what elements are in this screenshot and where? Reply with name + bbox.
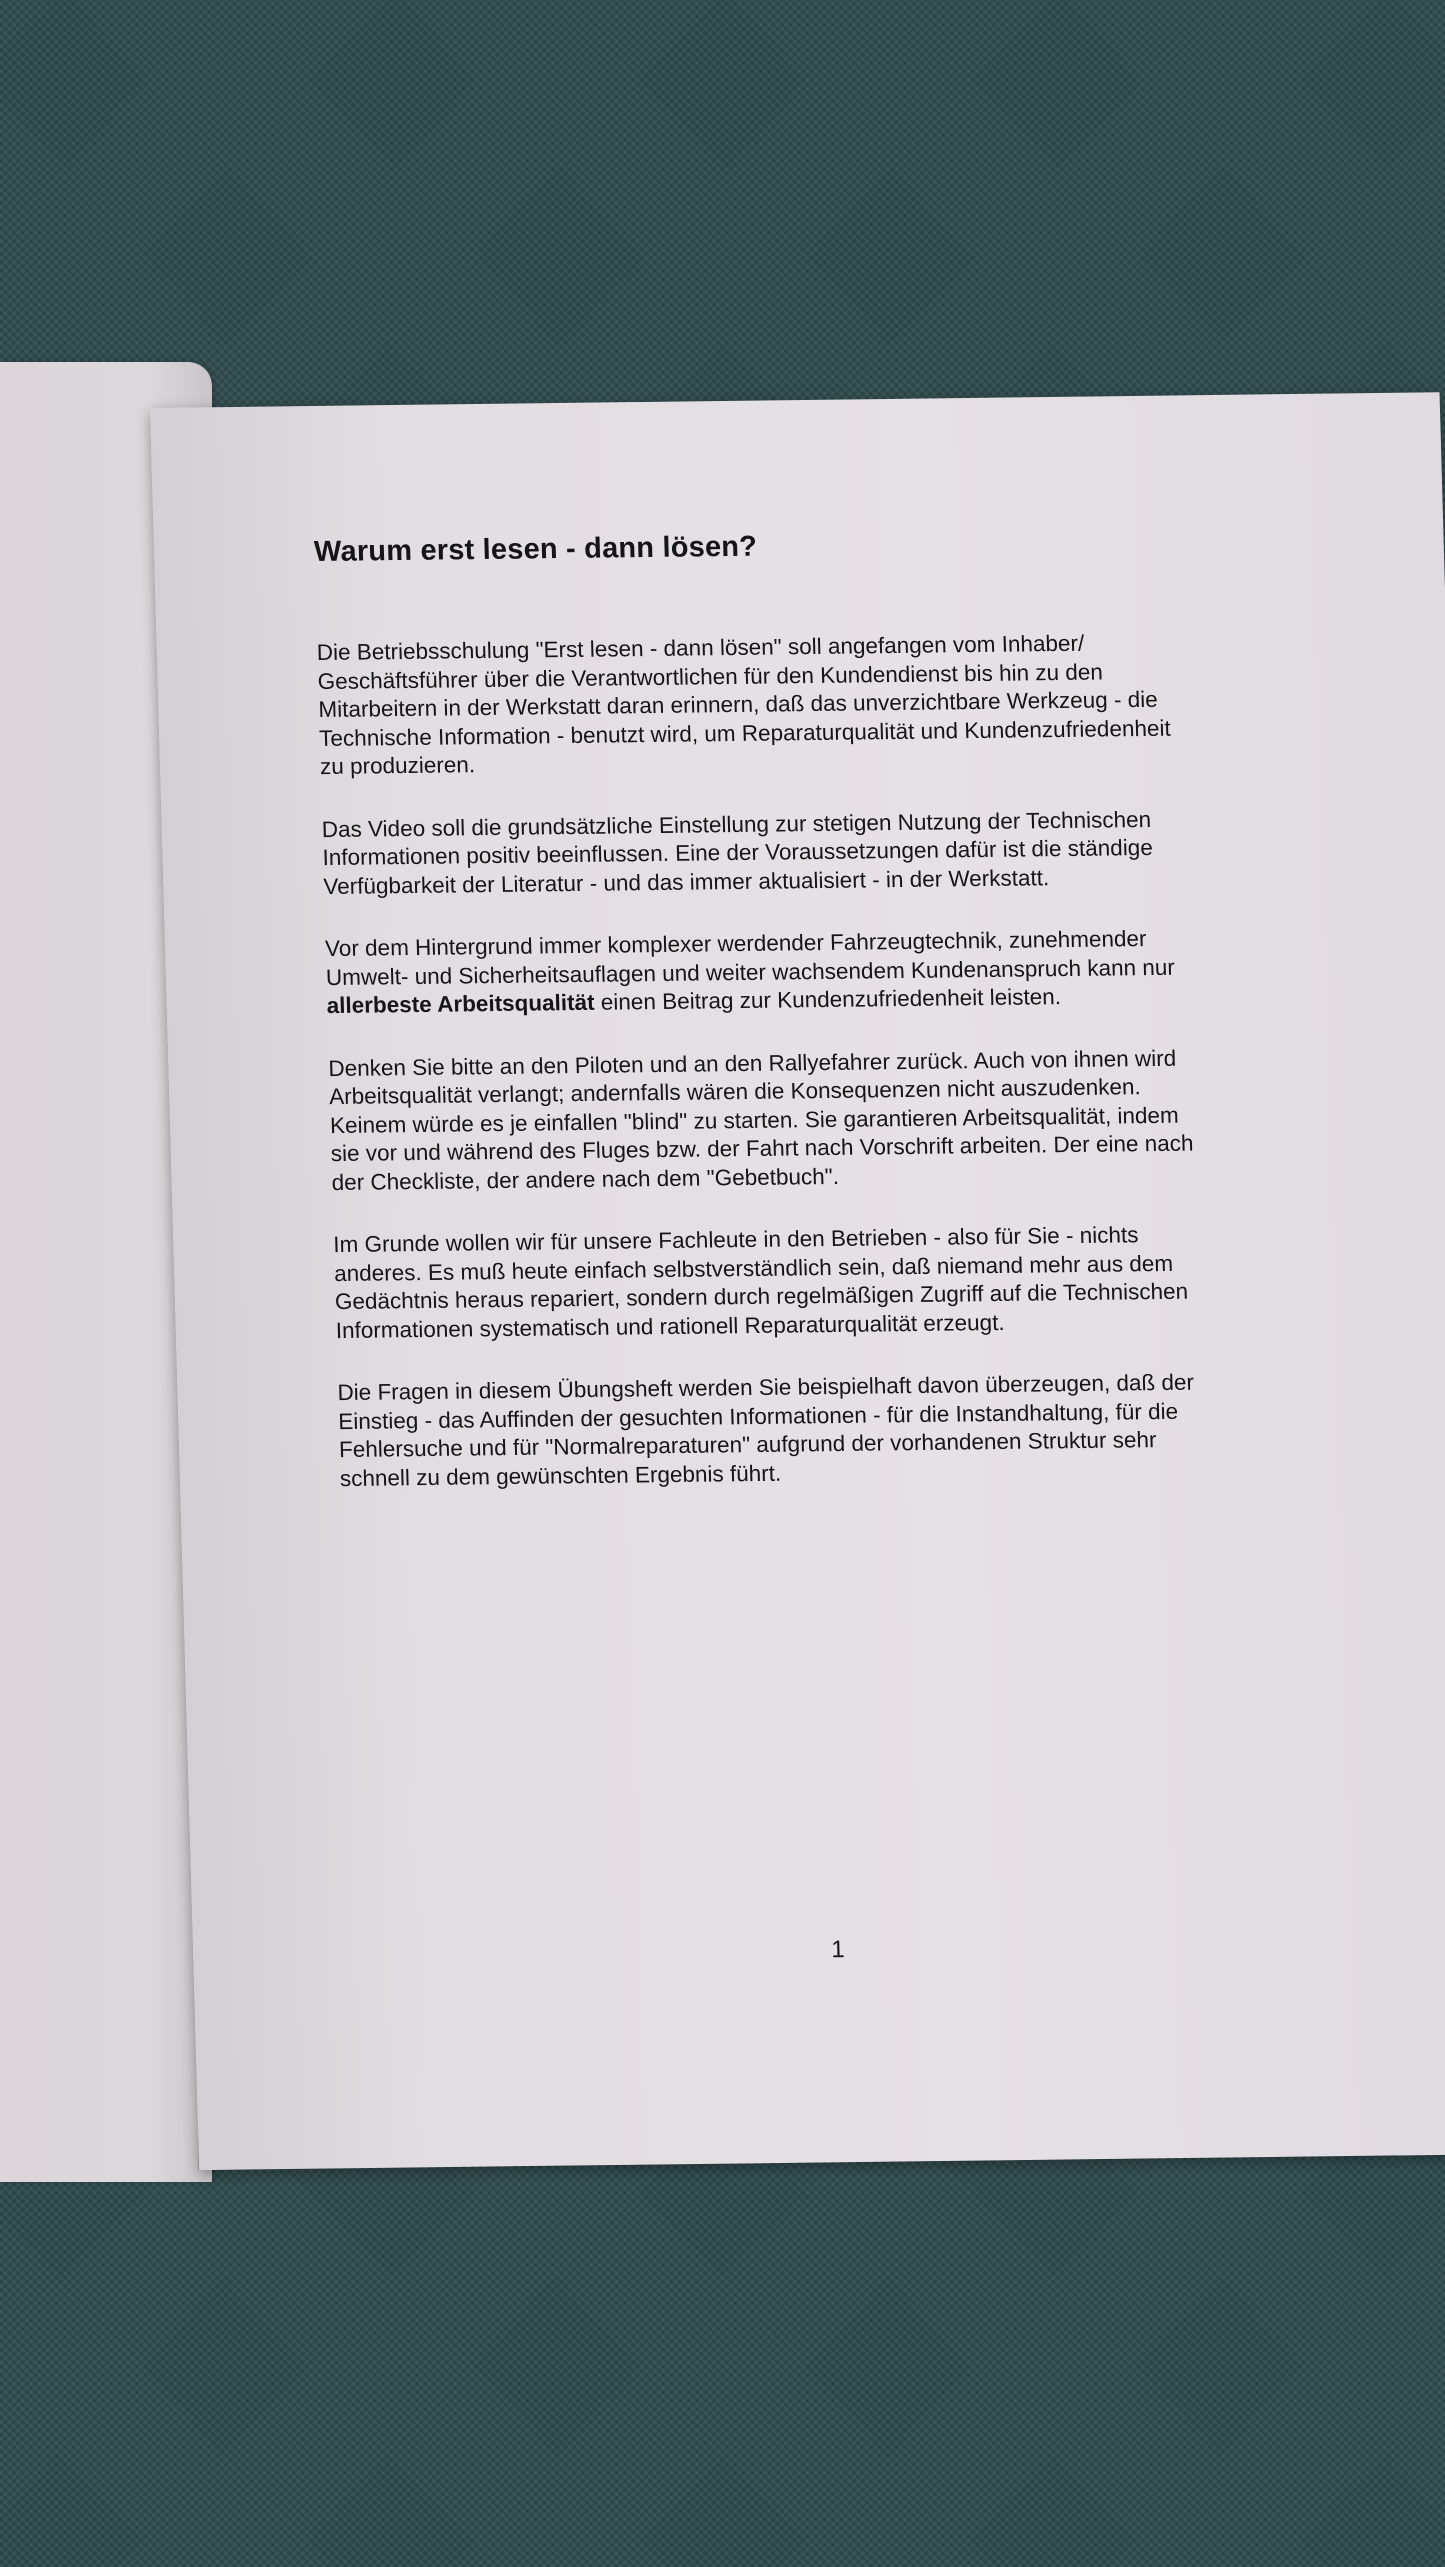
paragraph-4: Denken Sie bitte an den Piloten und an den Rallyefahrer zurück. Auch von ihnen wird Arbeitsqualität verlangt; andernfalls wären die Konsequenzen nicht auszudenken. Keinem würde es je einfallen "blind" zu starten. Sie garantieren Arbeitsqualität, indem sie vor und während des Fluges bzw. der Fahrt nach Vorschrift arbeiten. Der eine nach der Checkliste, der andere nach dem "Gebetbuch". (328, 1045, 1194, 1195)
paragraph-6: Die Fragen in diesem Übungsheft werden Sie beispielhaft davon überzeugen, daß der Einstieg - das Auffinden der gesuchten Informationen - für die Instandhaltung, für die Fehlersuche und für "Normalreparaturen" aufgrund der vorhandenen Struktur sehr schnell zu dem gewünschten Ergebnis führt. (337, 1369, 1195, 1491)
page-title: Warum erst lesen - dann lösen? (313, 530, 758, 569)
paragraph-3 (325, 923, 1287, 1020)
paragraph-3-bold-phrase: allerbeste Arbeitsqualität (326, 989, 595, 1019)
paragraph-3-text-end: einen Beitrag zur Kundenzufriedenheit leisten. (594, 984, 1062, 1015)
paragraph-2: Das Video soll die grundsätzliche Einstellung zur stetigen Nutzung der Technischen Informationen positiv beeinflussen. Eine der Voraussetzungen dafür ist die ständige Verfügbarkeit der Literatur - und das immer aktualisiert - in der Werkstatt. (321, 806, 1154, 899)
page-content (314, 524, 1301, 1527)
page-number: 1 (830, 1936, 846, 1964)
paragraph-1: Die Betriebsschulung "Erst lesen - dann lösen" soll angefangen vom Inhaber/ Geschäftsführer über die Verantwortlichen für den Kundendienst bis hin zu den Mitarbeitern in der Werkstatt daran erinnern, daß das unverzichtbare Werkzeug - die Technische Information - benutzt wird, um Reparaturqualität und Kundenzufriedenheit zu produzieren. (316, 630, 1171, 780)
paragraph-5: Im Grunde wollen wir für unsere Fachleute in den Betrieben - also für Sie - nichts anderes. Es muß heute einfach selbstverständlich sein, daß niemand mehr aus dem Gedächtnis heraus repariert, sondern durch regelmäßigen Zugriff auf die Technischen Informationen systematisch und rationell Reparaturqualität erzeugt. (333, 1222, 1189, 1343)
document-page (150, 392, 1445, 2170)
paragraph-3-text-start: Vor dem Hintergrund immer komplexer werdender Fahrzeugtechnik, zunehmender Umwelt- und Sicherheitsauflagen und weiter wachsendem Kundenanspruch kann nur (324, 926, 1176, 990)
